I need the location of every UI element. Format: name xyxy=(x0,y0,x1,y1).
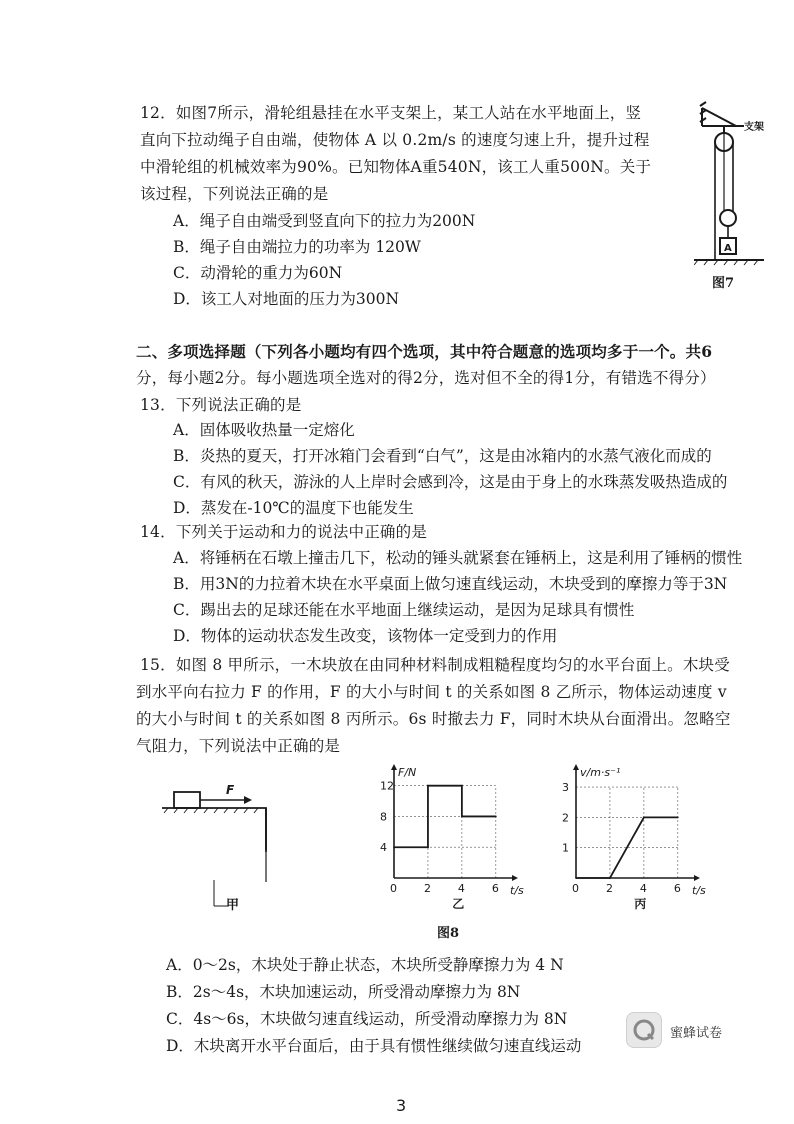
q12-option-d: D．该工人对地面的压力为300N xyxy=(173,290,400,308)
q15-line-1: 15．如图 8 甲所示，一木块放在由同种材料制成粗糙程度均匀的水平台面上。木块受 xyxy=(140,656,730,674)
moving-pulley xyxy=(720,210,736,226)
q15-option-d: D．木块离开水平台面后，由于具有惯性继续做匀速直线运动 xyxy=(166,1037,582,1055)
q13-option-a: A．固体吸收热量一定熔化 xyxy=(173,421,355,439)
x-tick-label: 6 xyxy=(491,882,499,895)
y-tick-label: 1 xyxy=(562,841,569,855)
series-line xyxy=(576,817,678,878)
wooden-block xyxy=(174,792,200,808)
data-point xyxy=(677,816,679,818)
y-tick-label: 4 xyxy=(380,841,387,855)
q15-option-c: C．4s～6s，木块做匀速直线运动，所受滑动摩擦力为 8N xyxy=(166,1010,568,1028)
y-axis-label: v/m·s⁻¹ xyxy=(580,766,621,779)
section-2-heading-line-2: 分，每小题2分。每小题选项全选对的得2分，选对但不全的得1分，有错选不得分） xyxy=(136,369,716,387)
figure-8-caption: 图8 xyxy=(437,926,460,941)
y-tick-label: 3 xyxy=(562,781,569,795)
support-label: 支架 xyxy=(744,122,764,133)
section-2-heading-line-1: 二、多项选择题（下列各小题均有四个选项，其中符合题意的选项均多于一个。共6 xyxy=(136,342,713,361)
y-tick-label: 8 xyxy=(380,810,387,824)
q14-stem: 14．下列关于运动和力的说法中正确的是 xyxy=(140,523,428,541)
page-number: 3 xyxy=(396,1096,407,1115)
support-bracket xyxy=(700,102,744,126)
q13-option-c: C．有风的秋天，游泳的人上岸时会感到冷，这是由于身上的水珠蒸发吸热造成的 xyxy=(173,473,728,491)
series-line xyxy=(394,786,496,848)
y-tick-label: 2 xyxy=(562,811,569,825)
x-axis-arrow xyxy=(694,875,700,881)
watermark-text: 蜜蜂试卷 xyxy=(670,1026,723,1041)
x-axis-label: t/s xyxy=(692,884,706,897)
q14-option-a: A．将锤柄在石墩上撞击几下，松动的锤头就紧套在锤柄上，这是利用了锤柄的惯性 xyxy=(173,549,743,567)
y-axis-arrow xyxy=(573,764,579,770)
data-point xyxy=(575,877,577,879)
data-point xyxy=(461,785,463,787)
platform-surface xyxy=(162,808,266,850)
x-tick-label: 6 xyxy=(673,882,681,895)
x-tick-label: 2 xyxy=(605,882,613,895)
q12-line-3: 中滑轮组的机械效率为90%。已知物体A重540N，该工人重500N。关于 xyxy=(140,158,652,176)
q15-line-4: 气阻力，下列说法中正确的是 xyxy=(136,737,341,755)
q13-option-b: B．炎热的夏天，打开冰箱门会看到“白气”，这是由冰箱内的水蒸气液化而成的 xyxy=(173,447,712,465)
chart-yi-force-time xyxy=(370,760,530,910)
y-tick-label: 12 xyxy=(380,779,394,793)
figure-8-jia-label: 甲 xyxy=(226,898,240,913)
q14-option-b: B．用3N的力拉着木块在水平桌面上做匀速直线运动，木块受到的摩擦力等于3N xyxy=(173,575,728,593)
q12-line-1: 12．如图7所示，滑轮组悬挂在水平支架上，某工人站在水平地面上，竖 xyxy=(140,104,642,122)
q12-option-c: C．动滑轮的重力为60N xyxy=(173,264,343,282)
data-point xyxy=(427,846,429,848)
y-axis-arrow xyxy=(391,764,397,770)
chart-title: 丙 xyxy=(634,897,647,910)
x-axis-label: t/s xyxy=(510,884,524,897)
q15-line-2: 到水平向右拉力 F 的作用，F 的大小与时间 t 的关系如图 8 乙所示，物体运动速度 v xyxy=(136,683,727,701)
q14-option-c: C．踢出去的足球还能在水平地面上继续运动，是因为足球具有惯性 xyxy=(173,601,635,619)
chart-bing-velocity-time xyxy=(550,760,720,910)
q15-option-b: B．2s～4s，木块加速运动，所受滑动摩擦力为 8N xyxy=(166,983,521,1001)
x-tick-label: 0 xyxy=(390,882,397,895)
chart-title: 乙 xyxy=(452,897,465,910)
data-point xyxy=(427,785,429,787)
data-point xyxy=(609,877,611,879)
q12-line-4: 该过程，下列说法正确的是 xyxy=(140,185,329,203)
object-a-label: A xyxy=(724,243,732,254)
force-label: F xyxy=(226,783,235,797)
q13-option-d: D．蒸发在-10℃的温度下也能发生 xyxy=(173,499,414,517)
watermark-logo-icon xyxy=(626,1012,662,1048)
figure-8-jia-diagram xyxy=(158,772,298,912)
q14-option-d: D．物体的运动状态发生改变，该物体一定受到力的作用 xyxy=(173,627,558,645)
figure-7-pulley-diagram xyxy=(694,100,780,300)
force-arrow-head xyxy=(244,796,252,804)
q15-option-a: A．0～2s，木块处于静止状态，木块所受静摩擦力为 4 N xyxy=(166,956,564,974)
x-axis-arrow xyxy=(512,875,518,881)
x-tick-label: 0 xyxy=(572,882,579,895)
data-point xyxy=(495,816,497,818)
q13-stem: 13．下列说法正确的是 xyxy=(140,396,302,414)
y-axis-label: F/N xyxy=(398,766,417,779)
data-point xyxy=(393,846,395,848)
q12-line-2: 直向下拉动绳子自由端，使物体 A 以 0.2m/s 的速度匀速上升，提升过程 xyxy=(140,131,650,149)
q12-option-a: A．绳子自由端受到竖直向下的拉力为200N xyxy=(173,212,476,230)
x-tick-label: 4 xyxy=(639,882,647,895)
x-tick-label: 4 xyxy=(457,882,465,895)
figure-7-caption: 图7 xyxy=(712,276,735,291)
q12-option-b: B．绳子自由端拉力的功率为 120W xyxy=(173,238,421,256)
x-tick-label: 2 xyxy=(423,882,431,895)
data-point xyxy=(461,816,463,818)
data-point xyxy=(643,816,645,818)
q15-line-3: 的大小与时间 t 的关系如图 8 丙所示。6s 时撤去力 F，同时木块从台面滑出。忽略空 xyxy=(136,710,731,728)
